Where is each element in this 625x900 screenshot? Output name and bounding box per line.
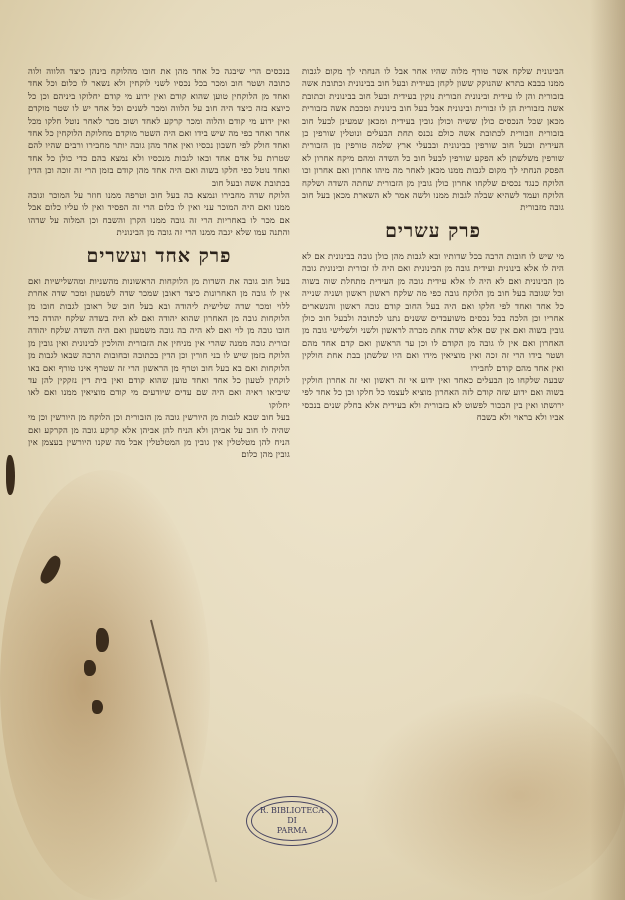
edge-shadow [590, 0, 625, 900]
right-text-column [302, 65, 564, 424]
stamp-line-3: PARMA [276, 826, 308, 835]
stamp-line-2: DI [287, 816, 297, 825]
chapter-heading-right: פרק עשרים [385, 219, 481, 242]
paper-damage-hole [96, 628, 109, 652]
stamp-inner-ring [251, 801, 333, 841]
paper-damage-hole [6, 455, 15, 495]
library-stamp [246, 796, 338, 846]
right-paragraph-2: מי שיש לו חובות הרבה בכל שדותיו ובא לגבות מהן כולן גובה בבינונית אם לא היה לו אלא בינונית ועידית גובה מן הבינונית ואם היה לו זבורית ובינונית גובה מן הבינונית ואם לא היה לו אלא עידית גובה מן העידית מתחלת שוה בשוה וכל שגובה בעל חוב מן הלוקח גובה כפי מה שלקח ראשון ראשון ושניה שנייה כל אחד ואחד לפי חלקו ואם היה בעל החוב קודם גובה ראשון והנשארים אחריו וכן הלכה בכל נכסים משועבדים ששנים נתנו לכתובה ולבעל חוב כולן גובין בשוה ואם אין שם אלא שדה אחת מכרה לראשון ולשני ולשלישי גובה מן האחרון ואם אין לו גובה מן הקודם לו וכן עד הראשון ואם קדם אחד מהם ושטר בידו הרי זה זכה ואין מוציאין מידו ואם היו שלשתן בבת אחת חולקין ואין אחד מהם קודם לחבירו [302, 250, 564, 373]
left-paragraph-3: בעל חוב גובה את השדות מן הלוקחות הראשונות מהשניות ומהשלישיות ואם אין לו גובה מן האחרונות כיצד ראובן שמכר שדה לשמעון ומכר שדה אחרת ללוי ומכר שדה שלישית ליהודה ובא בעל חוב של ראובן לגבות חובו מן הלוקחות גובה מן האחרון שהוא יהודה ואם לא היה בשדה שלקח יהודה כדי חובו גובה מן לוי ואם לא היה בה גובה משמעון ואם היה השדה שלקח יהודה זבורית גובה ממנה שהרי אין מניחין את הזבורית והולכין לבינונית ואין גובין מן הלוקח בזמן שיש לו בני חורין וכן הדין בכתובה ובחובות הרבה שבאו לגבות מן הלוקחות ואם בא בעל חוב וטרף מן הראשון הרי זה שטרף אינו טורף ואם באו לוקחין לטעון כל אחד ואחד טוען שהוא קודם ואין בית דין נזקקין להן עד שיביאו ראיה ואם היה שם עדים שיודעים מי קודם מוציאין ממנו ואם לאו יחלוקו [28, 275, 290, 410]
right-paragraph-1: הבינונית שלקח אשר טורף מלוה שהיו אחר אבל לו הנחתי לך מקום לגבות ממנו בבבא בתרא שהנוקק ששון לקחן בעידית ובעל חוב בבינונית וכתובת אשה בזבורית והן לו עידית ובינונית וזבורית נוקין בעידית ובעל חוב בבינונית וכתובת אשה בזבורית הן לו זבורית ובינונית אבל בעל חוב בינונית ומכבת אשה בזבורית מכאן שכל הנכסים כולן ששיה וכולן גובין בעידית ומכאן שמעינן לבעל חוב בזבורית וזבורית לכתובת אשה כולם נכנס תחת הבעלים ונוטלין שורפין כן העידית ובעל חוב שורפין בבינונית ובבעלי ארץ שלמה טורפין מן הזבורית שורפין משלשתן לא הפקע שורפין לבעל חוב כל השדה ומהם מיקח אחרון לא הפסק הנחתי לך מקום לגבות ממנו מכאן לאחר מה מיהו אחרון ואם אחרון וכו הלוקח כנגד נכסים שלקחו אחרון כולן גובין מן הזבורית שחתה השדה ושלקח הלוקח ועמד לשהיא שבלה לגבות ממנו ולשה אמר לא השארת מכאן בעל חוב גובה מזבורית [302, 66, 564, 213]
paper-damage-hole [84, 660, 96, 676]
right-paragraph-3: שבעה שלקחו מן הבעלים כאחד ואין ידוע אי זה ראשון ואי זה אחרון חולקין בשוה ואם ידוע שזה קודם לזה האחרון מוציא לעצמו כל חלקו וכן כל אחד לפי ירושתו ואין בין הבכור לפשוט לא בזבורית ולא בעידית אלא בחלק שנים בנכסי אביו ולא בראוי ולא בשבח [302, 374, 564, 423]
paper-damage-hole [37, 554, 64, 587]
stamp-line-1: R. BIBLIOTECA [259, 806, 325, 815]
water-stain-left [0, 470, 210, 900]
chapter-heading-left: פרק אחד ועשרים [86, 244, 232, 267]
left-paragraph-4: בעל חוב שבא לגבות מן היורשין גובה מן הזבורית וכן הלוקח מן היורשין וכן מי שהיה לו חוב על אביהן ולא הניח להן אביהן אלא קרקע גובה מן הקרקע ואם הניח להן מטלטלין אין גובין מן המטלטלין אבל מה שקנו היורשין בעצמן אין גובין מהן כלום [28, 412, 290, 460]
left-paragraph-1: בנכסים הרי שיבגה כל אחד מהן את חובו מהלוקח בינהן כיצד הלווה ולוה כתובה ושטר חוב ומכר בכל נכסיו לשני לוקחין ולא נשאר לו כלום וכל אחד ואחד מן הלוקחין טוען שהוא קודם ואין ידוע מי קודם יחלוקו ביניהם וכן כל כיוצא בזה כיצד היה חוב על הלווה ומכר לשנים וכל אחד יש לו שטר מוקדם ואין ידוע מי קודם והלוה ומכר קרקע לאחד ושוב מכר לאחר נוטל חלקו מכל אחד ואחד כפי מה שיש בידו ואם היה השטר מוקדם מחלוקת הלוקחין כל אחד ואחד חולק לפי חשבון נכסיו ואין אחד מהן גובה יותר מחבירו ורבים שהיו להם שטרות על אדם אחד ובאו לגבות מנכסיו ולא נמצא בהם כדי כולן כל אחד ואחד נוטל כפי חלקו בשוה ואם היה אחד מהן קודם בזמן הרי זה זוכה וכן הדין בכתובת אשה ובעל חוב [28, 66, 290, 188]
paper-tear-line [150, 620, 217, 882]
left-text-column [28, 65, 290, 461]
water-stain-bottom [360, 690, 625, 900]
paper-damage-hole [92, 700, 103, 714]
left-paragraph-2: הלוקח שדה מחבירו ונמצא בה בעל חוב וטרפה ממנו חוזר על המוכר וגובה ממנו ואם היה המוכר עני ואין לו כלום הרי זה הפסיד ואין לו עליו כלום אבל אם מכר לו באחריות הרי זה גובה ממנו הקרן והשבח וכן המלוה על שדהו והתנה עמו שלא יגבה ממנו הרי זה גובה מן הבינונית [28, 190, 290, 238]
